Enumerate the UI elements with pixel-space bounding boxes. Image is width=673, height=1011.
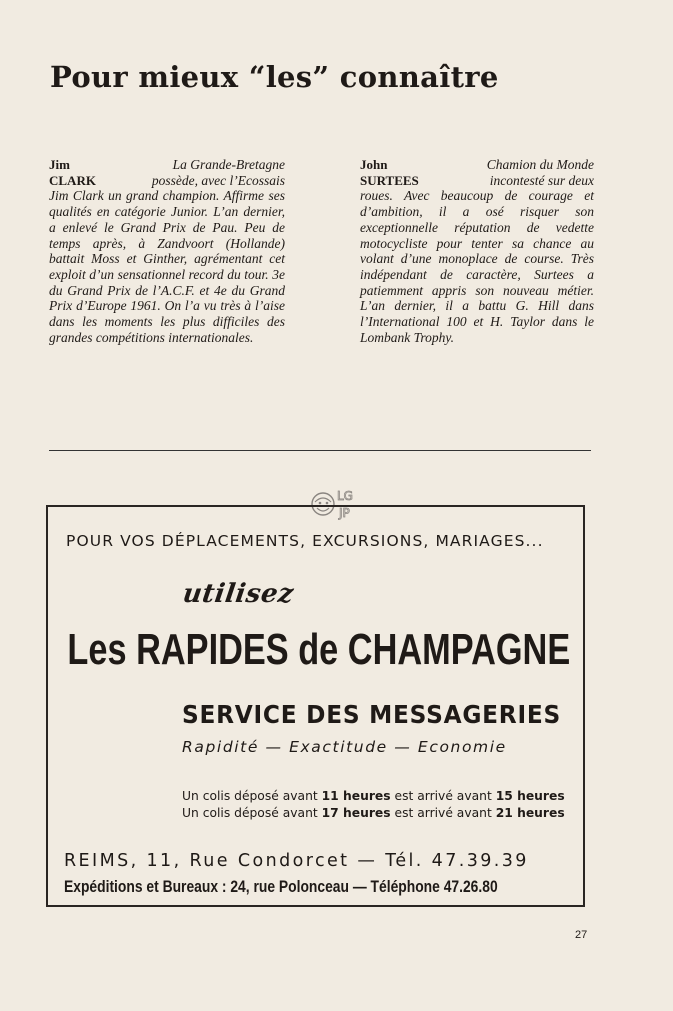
surtees-heading-2 (360, 173, 594, 189)
ad-line2-text-a: Un colis déposé avant (182, 806, 318, 820)
ad-delivery-line-2 (182, 806, 572, 820)
ad-delivery-line-1 (182, 789, 572, 803)
clark-heading (49, 157, 285, 173)
clark-first-name: Jim (49, 157, 70, 172)
surtees-column (360, 157, 594, 345)
surtees-lead-2: incontesté sur deux (489, 172, 594, 188)
advertisement-box (46, 505, 585, 907)
clark-last-name: CLARK (49, 172, 96, 188)
clark-column (49, 157, 285, 345)
surtees-lead: Chamion du Monde (486, 157, 594, 172)
ad-line2-time-a: 17 heures (321, 806, 391, 820)
ad-line1-text-b: est arrivé avant (394, 789, 492, 803)
clark-body: Jim Clark un grand champion. Affirme ses qualités en catégorie Junior. L’an dernier, a enlevé le Grand Prix de Pau. Peu de temps après, à Zandvoort (Hollande) battait Moss et Ginther, agrémentant cet exploit d’un sensationnel record du tour. 3e du Grand Prix de l’A.C.F. et 4e du Grand Prix d’Europe 1961. On l’a vu très à l’aise dans les moments les plus difficiles des grandes compétitions internationales. (49, 188, 285, 345)
surtees-body: roues. Avec beaucoup de courage et d’ambition, il a osé risquer son exceptionnelle réputation de vedette motocycliste pour tenter sa chance au volant d’une monoplace de course. Très indépendant de caractère, Surtees a patiemment appris son nouveau métier. L’an dernier, il a battu G. Hill dans l’International 100 et H. Taylor dans le Lombank Trophy. (360, 188, 594, 345)
clark-heading-2 (49, 173, 285, 189)
svg-text:LG: LG (337, 489, 353, 503)
ad-expeditions: Expéditions et Bureaux : 24, rue Polonceau — Téléphone 47.26.80 (64, 878, 498, 896)
surtees-first-name: John (360, 157, 388, 172)
ad-line1-text-a: Un colis déposé avant (182, 789, 318, 803)
clark-lead: La Grande-Bretagne (172, 157, 285, 172)
page-title: Pour mieux “les” connaître (50, 60, 499, 94)
clark-lead-2: possède, avec l’Ecossais (151, 172, 285, 188)
ad-line2-time-b: 21 heures (495, 806, 565, 820)
svg-text:JP: JP (339, 506, 350, 520)
ad-line1-time-b: 15 heures (495, 789, 565, 803)
section-divider (49, 450, 591, 451)
ad-motto: Rapidité — Exactitude — Economie (182, 738, 507, 756)
ad-intro: POUR VOS DÉPLACEMENTS, EXCURSIONS, MARIAGES... (66, 532, 544, 550)
ad-service: SERVICE DES MESSAGERIES (182, 700, 561, 729)
ad-line1-time-a: 11 heures (321, 789, 391, 803)
page-number: 27 (575, 929, 588, 941)
surtees-heading (360, 157, 594, 173)
ad-brand: Les RAPIDES de CHAMPAGNE (67, 625, 571, 674)
ad-script-word: utilisez (180, 579, 296, 609)
ad-address: REIMS, 11, Rue Condorcet — Tél. 47.39.39 (64, 851, 529, 871)
ad-line2-text-b: est arrivé avant (394, 806, 492, 820)
surtees-last-name: SURTEES (360, 172, 419, 188)
